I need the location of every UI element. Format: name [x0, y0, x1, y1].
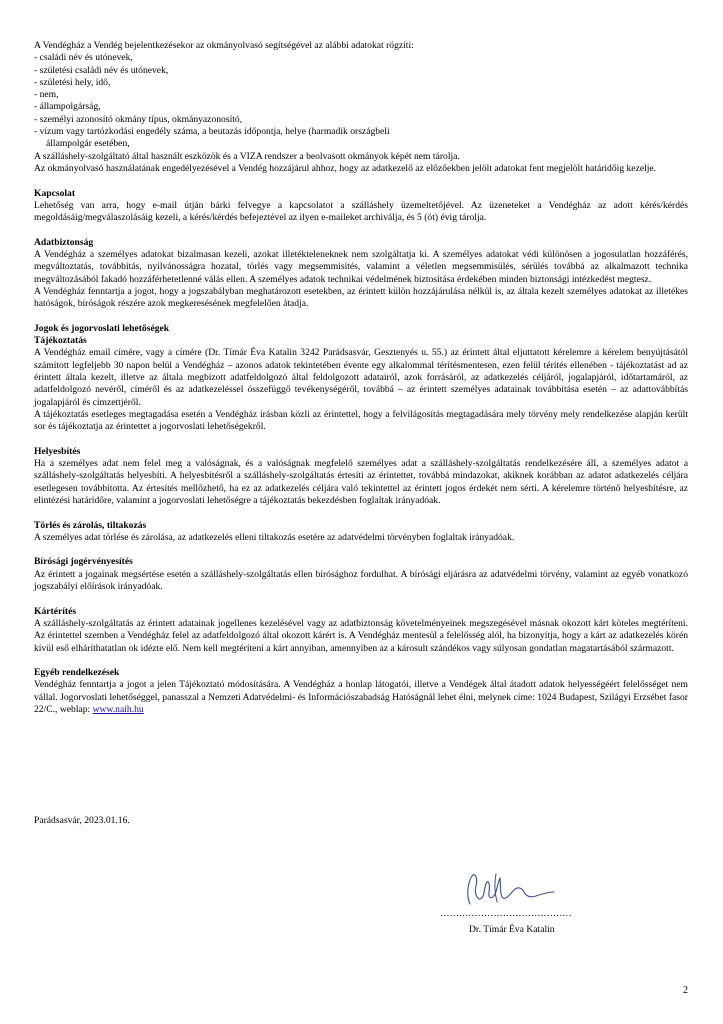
section-jogok: [34, 323, 688, 434]
signature-line: ……………………………………: [440, 908, 572, 919]
paragraph: A tájékoztatás esetleges megtagadása esetén a Vendégház írásban közli az érintettel, hogy a felvilágosítás megtagadására mely törvény mely rendelkezése alapján került sor és tájékoztatja az érintettet a jogorvoslati lehetőségekről.: [34, 408, 688, 433]
list-item: - állampolgárság,: [34, 101, 101, 113]
paragraph: [34, 679, 688, 716]
section-kapcsolat: [34, 188, 688, 225]
list-item: - személyi azonosító okmány típus, okmányazonosító,: [34, 113, 243, 125]
section-egyeb: [34, 667, 688, 716]
intro-note: A szálláshely-szolgáltató által használt eszközök és a VIZA rendszer a beolvasott okmányok képét nem tárolja.: [34, 150, 460, 162]
section-helyesbites: [34, 446, 688, 507]
list-item: állampolgár esetében,: [46, 138, 130, 150]
document-body: [34, 40, 688, 716]
section-adatbiztonsag: [34, 237, 688, 311]
section-heading: Törlés és zárolás, tiltakozás: [34, 519, 147, 531]
paragraph: A szálláshely-szolgáltatás az érintett adatainak jogellenes kezelésével vagy az adatbiztonság követelményeinek megszegésével másnak okozott kárt köteles megtéríteni. Az érintettel szemben a Vendégház felel az adatfeldolgozó által okozott kárért is. A Vendégház mentesül a felelősség alól, ha bizonyítja, hogy a kárt az adatkezelés körén kívül eső elháríthatatlan ok idézte elő. Nem kell megtéríteni a kárt annyiban, amennyiben az a károsult szándékos vagy súlyosan gondatlan magatartásából származott.: [34, 617, 688, 654]
section-karterites: [34, 606, 688, 655]
section-heading: Bírósági jogérvényesítés: [34, 556, 133, 568]
intro-lead: A Vendégház a Vendég bejelentkezésekor az okmányolvasó segítségével az alábbi adatokat rögzíti:: [34, 40, 414, 51]
paragraph: A Vendégház email címére, vagy a címére (Dr. Tímár Éva Katalin 3242 Parádsasvár, Gesztenyés u. 55.) az érintett által eljuttatott kérelemre a kérelem benyújtásától számított legfeljebb 30 napon belül a Vendégház – azonos adatok tekintetében évente egy alkalommal térítésmentesen, ezen felül térítés ellenében - tájékoztatást ad az érintett általa kezelt, illetve az általa megbízott adatfeldolgozó által feldolgozott adatairól, azok forrásáról, az adatkezelés céljáról, jogalapjáról, időtartamáról, az adatfeldolgozó nevéről, címéről és az adatkezeléssel összefüggő tevékenységéről, továbbá – az érintett személyes adatainak továbbítása esetén – az adattovábbítás jogalapjáról és címzettjéről.: [34, 347, 688, 408]
paragraph: Ha a személyes adat nem felel meg a valóságnak, és a valóságnak megfelelő személyes adat a szálláshely-szolgáltatás rendelkezésére áll, a személyes adatot a szálláshely-szolgáltatás helyesbíti. A helyesbítésről a szálláshely-szolgáltatás értesíti az érintettet, továbbá mindazokat, akiknek korábban az adatot adatkezelés céljára esetlegesen továbbította. Az értesítés mellőzhető, ha ez az adatkezelés céljára való tekintettel az érintett jogos érdekét nem sérti. A kérelemre történő helyesbítésre, az elintézési határidőre, valamint a jogorvoslati lehetőségre a tájékoztatás bekezdésben foglaltak irányadóak.: [34, 458, 688, 506]
section-heading: Egyéb rendelkezések: [34, 667, 120, 679]
section-heading: Kapcsolat: [34, 187, 76, 199]
section-heading: Helyesbítés: [34, 445, 81, 457]
naih-link[interactable]: www.naih.hu: [92, 704, 144, 716]
paragraph: A személyes adat törlése és zárolása, az adatkezelés elleni tiltakozás esetére az adatvédelmi törvényben foglaltak irányadóak.: [34, 531, 515, 543]
paragraph-text: Vendégház fenntartja a jogot a jelen Tájékoztató módosítására. A Vendégház a honlap látogatói, illetve a Vendégek által átadott adatok helyességéért felelősséget nem vállal. Jogorvoslati lehetőséggel, panasszal a Nemzeti Adatvédelmi- és Információszabadság Hatóságnál lehet élni, melynek címe: 1024 Budapest, Szilágyi Erzsébet fasor 22/C., weblap:: [34, 679, 688, 716]
paragraph: A Vendégház fenntartja a jogot, hogy a jogszabályban meghatározott esetekben, az érintett külön hozzájárulása nélkül is, az általa kezelt személyes adatokat az illetékes hatóságok, bíróságok részére azok megkeresésének megfelelően átadja.: [34, 285, 688, 310]
list-item: - nem,: [34, 89, 59, 101]
section-birosagi: [34, 556, 688, 593]
signature-image: [456, 868, 576, 910]
section-heading: Jogok és jogorvoslati lehetőségek: [34, 322, 170, 334]
page-number: 2: [683, 985, 688, 996]
section-heading: Adatbiztonság: [34, 236, 94, 248]
signature-block: [440, 868, 600, 938]
section-heading: Kártérítés: [34, 605, 77, 617]
signer-name: Dr. Tímár Éva Katalin: [469, 924, 555, 935]
list-item: - születési családi név és utónevek,: [34, 64, 169, 76]
list-item: - vízum vagy tartózkodási engedély száma, a beutazás időpontja, helye (harmadik országbeli: [34, 126, 390, 138]
intro-section: [34, 40, 688, 151]
list-item: - születési hely, idő,: [34, 76, 111, 88]
list-item: - családi név és utónevek,: [34, 52, 133, 64]
document-date: Parádsasvár, 2023.01.16.: [34, 815, 130, 826]
paragraph: Az érintett a jogainak megsértése esetén a szálláshely-szolgáltatás ellen bírósághoz fordulhat. A bírósági eljárásra az adatvédelmi törvény, valamint az egyéb vonatkozó jogszabályi előírások irányadóak.: [34, 568, 688, 593]
intro-note: Az okmányolvasó használatának engedélyezésével a Vendég hozzájárul ahhoz, hogy az adatkezelő az előzőekben jelölt adatokat fent megjelölt határidőig kezelje.: [34, 162, 657, 174]
section-subheading: Tájékoztatás: [34, 335, 87, 347]
section-torles: [34, 520, 688, 545]
paragraph: A Vendégház a személyes adatokat bizalmasan kezeli, azokat illetékteleneknek nem szolgáltatja ki. A személyes adatokat védi különösen a jogosulatlan hozzáférés, megváltoztatás, továbbítás, nyilvánosságra hozatal, törlés vagy megsemmisítés, valamint a véletlen megsemmisülés, sérülés továbbá az alkalmazott technika megváltozásából fakadó hozzáférhetetlenné válás ellen. A személyes adatok technikai védelmének biztosítása érdekében minden biztonsági intézkedést megtesz.: [34, 249, 688, 285]
paragraph: Lehetőség van arra, hogy e-mail útján bárki felvegye a kapcsolatot a szálláshely üzemeltetőjével. Az üzeneteket a Vendégház az adott kérés/kérdés megoldásáig/megválaszolásáig kezeli, a kérés/kérdés befejeztével az ilyen e-maileket archiválja, és 5 (öt) évig tárolja.: [34, 199, 688, 224]
